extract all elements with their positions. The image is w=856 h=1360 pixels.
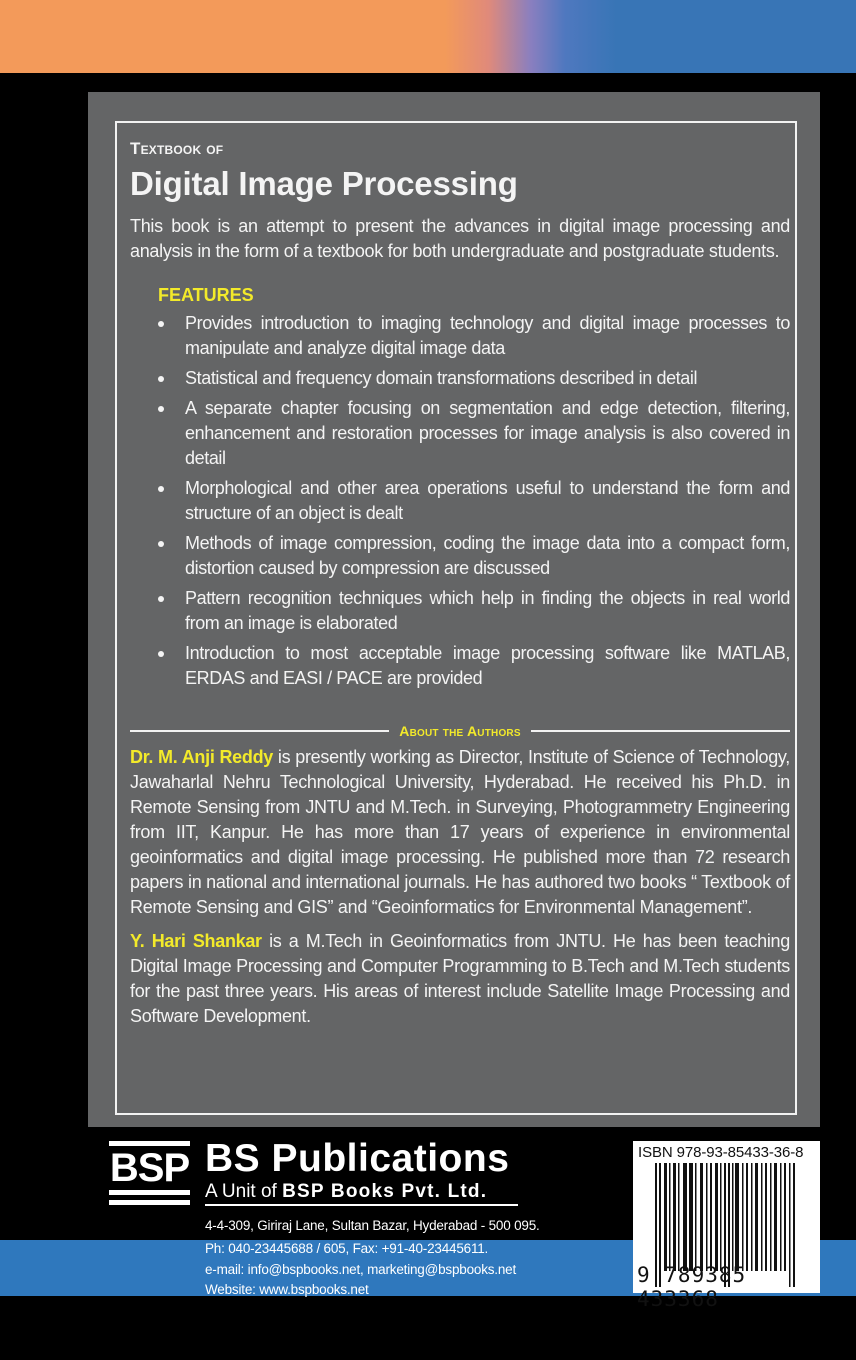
publisher-website: Website: www.bspbooks.net [205,1282,369,1297]
top-color-band [0,0,856,73]
publisher-name: BS Publications [205,1137,510,1180]
book-intro: This book is an attempt to present the advances in digital image processing and analysis in the form of a textbook for both undergraduate and postgraduate students. [130,216,790,261]
isbn-label: ISBN 978-93-85433-36-8 [638,1144,804,1161]
bullet-icon [158,651,164,657]
ean-digits: 9 789385 433368 [637,1263,747,1311]
book-title: Digital Image Processing [130,165,518,202]
author-name: Dr. M. Anji Reddy [130,747,273,767]
logo-bar [109,1190,190,1195]
back-cover-content [130,136,790,1029]
book-kicker: Textbook of [130,139,224,158]
feature-item: Statistical and frequency domain transformations described in detail [130,366,790,391]
author-bio: Y. Hari Shankar is a M.Tech in Geoinformatics from JNTU. He has been teaching Digital Image Processing and Computer Programming to B.Tech and M.Tech students for the past three years. His areas of interest include Satellite Image Processing and Software Development. [130,931,790,1026]
feature-item: Methods of image compression, coding the image data into a compact form, distortion caused by compression are discussed [130,531,790,581]
publisher-subtitle: A Unit of BSP Books Pvt. Ltd. [205,1180,518,1206]
logo-letters: BSP [109,1146,190,1190]
bullet-icon [158,406,164,412]
logo-bar [109,1200,190,1205]
bullet-icon [158,376,164,382]
bullet-icon [158,541,164,547]
publisher-email: e-mail: info@bspbooks.net, marketing@bspbooks.net [205,1261,517,1277]
bullet-icon [158,486,164,492]
author-name: Y. Hari Shankar [130,931,262,951]
publisher-address: 4-4-309, Giriraj Lane, Sultan Bazar, Hyderabad - 500 095. [205,1218,540,1233]
isbn-barcode [633,1141,820,1311]
feature-item: Introduction to most acceptable image processing software like MATLAB, ERDAS and EASI / PACE are provided [130,641,790,691]
bullet-icon [158,321,164,327]
feature-item: Morphological and other area operations useful to understand the form and structure of an object is dealt [130,476,790,526]
publisher-phone: Ph: 040-23445688 / 605, Fax: +91-40-23445611. [205,1241,489,1256]
divider-rule-left [130,730,389,732]
feature-item: A separate chapter focusing on segmentation and edge detection, filtering, enhancement and restoration processes for image analysis is also covered in detail [130,396,790,471]
divider-rule-right [531,730,790,732]
publisher-contact [205,1239,516,1301]
features-heading: FEATURES [158,285,254,305]
authors-heading: About the Authors [399,723,521,739]
feature-item: Pattern recognition techniques which help in finding the objects in real world from an image is elaborated [130,586,790,636]
feature-item: Provides introduction to imaging technology and digital image processes to manipulate and analyze digital image data [130,311,790,361]
author-bio: Dr. M. Anji Reddy is presently working as Director, Institute of Science of Technology, Jawaharlal Nehru Technological University, Hyderabad. He received his Ph.D. in Remote Sensing from JNTU and M.Tech. in Surveying, Photogrammetry Engineering from IIT, Kanpur. He has more than 17 years of experience in environmental geoinformatics and digital image processing. He published more than 72 research papers in national and international journals. He has authored two books “ Textbook of Remote Sensing and GIS” and “Geoinformatics for Environmental Management”. [130,747,790,917]
authors-divider [130,721,790,741]
bullet-icon [158,596,164,602]
features-list [130,311,790,691]
publisher-logo [109,1141,190,1206]
